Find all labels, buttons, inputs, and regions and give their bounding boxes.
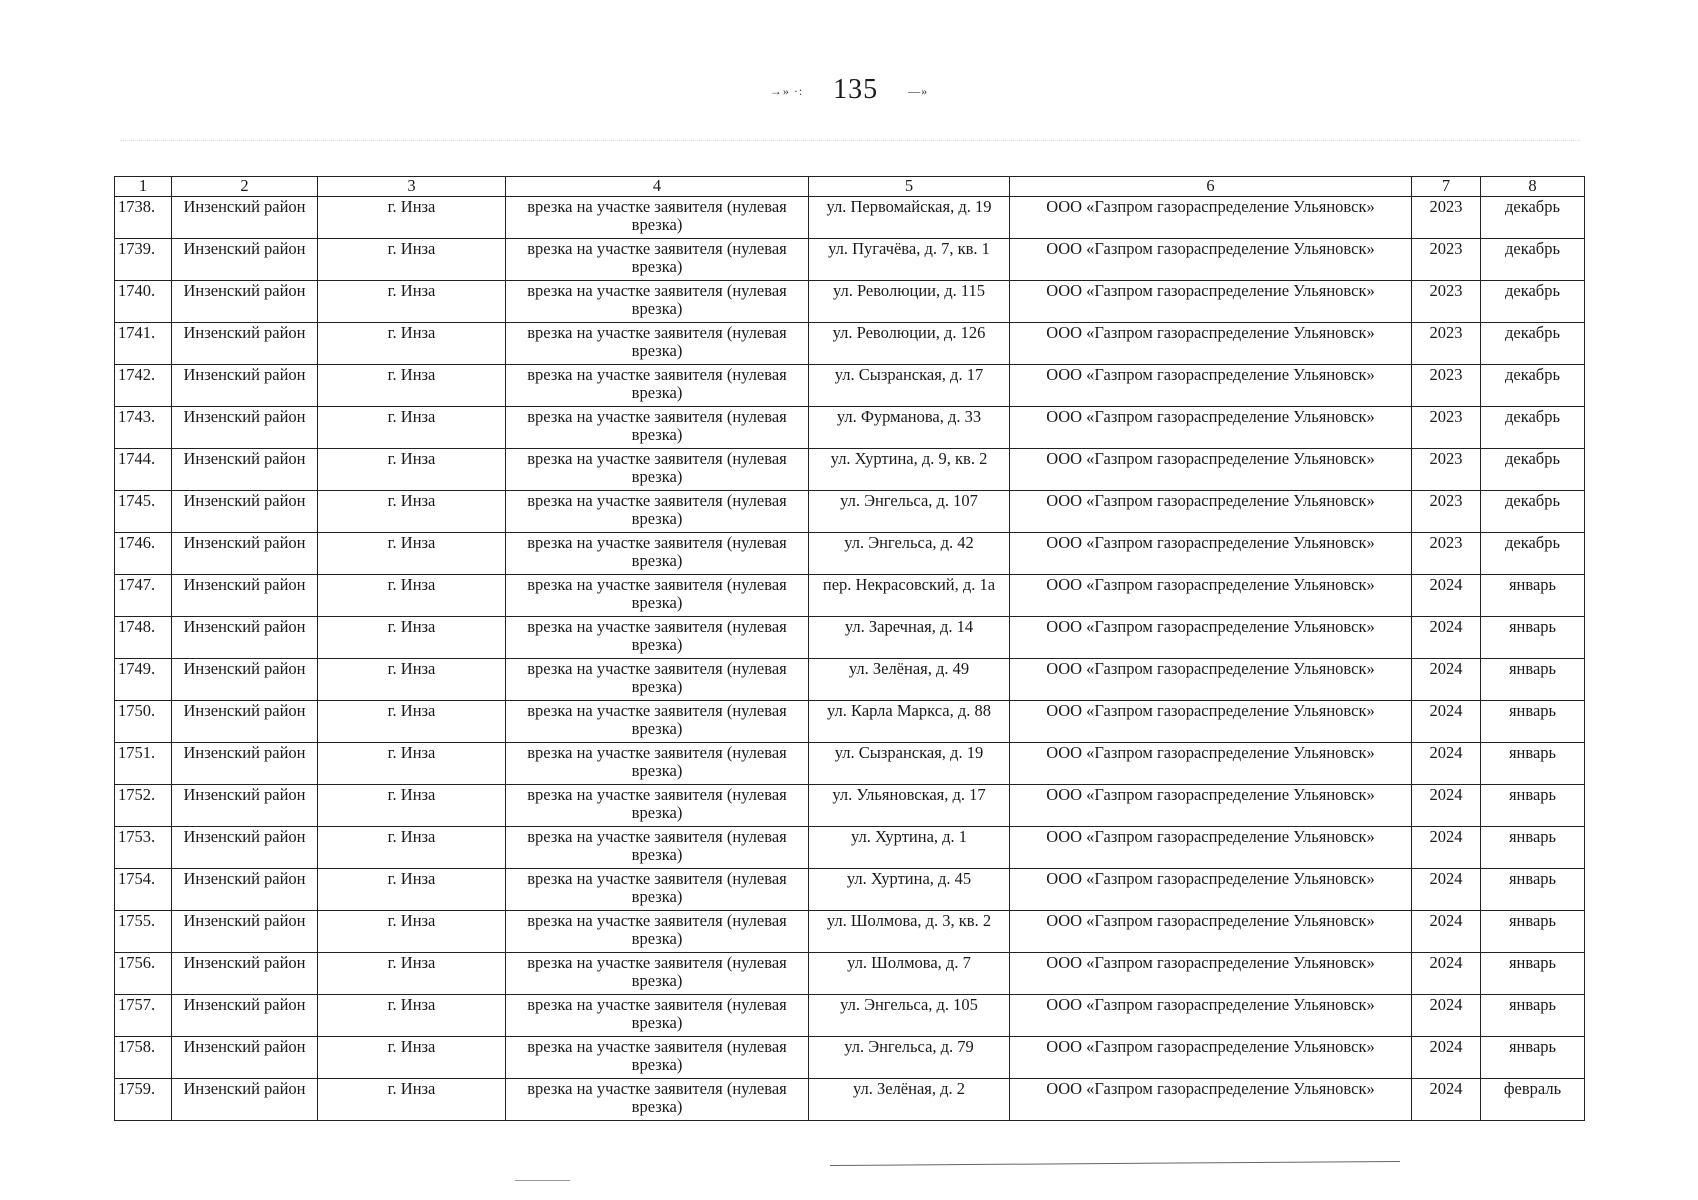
connection-type-cell: врезка на участке заявителя (нулевая врезка): [506, 365, 809, 407]
district-cell: Инзенский район: [172, 239, 318, 281]
table-row: [115, 785, 1585, 827]
connection-type-cell: врезка на участке заявителя (нулевая врезка): [506, 869, 809, 911]
row-number: 1747.: [115, 575, 172, 617]
organization-cell: ООО «Газпром газораспределение Ульяновск»: [1010, 281, 1412, 323]
district-cell: Инзенский район: [172, 617, 318, 659]
header-cell: 1: [115, 177, 172, 197]
month-cell: январь: [1481, 617, 1585, 659]
organization-cell: ООО «Газпром газораспределение Ульяновск»: [1010, 491, 1412, 533]
header-cell: 4: [506, 177, 809, 197]
district-cell: Инзенский район: [172, 575, 318, 617]
table-row: [115, 869, 1585, 911]
table-body: [115, 197, 1585, 1121]
table-row: [115, 701, 1585, 743]
settlement-cell: г. Инза: [318, 659, 506, 701]
settlement-cell: г. Инза: [318, 239, 506, 281]
address-cell: ул. Зелёная, д. 49: [809, 659, 1010, 701]
connection-type-cell: врезка на участке заявителя (нулевая врезка): [506, 617, 809, 659]
year-cell: 2023: [1412, 533, 1481, 575]
district-cell: Инзенский район: [172, 407, 318, 449]
address-cell: ул. Революции, д. 126: [809, 323, 1010, 365]
scan-noise-line: [120, 140, 1580, 159]
address-cell: ул. Хуртина, д. 9, кв. 2: [809, 449, 1010, 491]
year-cell: 2024: [1412, 1037, 1481, 1079]
table-row: [115, 491, 1585, 533]
organization-cell: ООО «Газпром газораспределение Ульяновск»: [1010, 953, 1412, 995]
row-number: 1755.: [115, 911, 172, 953]
row-number: 1753.: [115, 827, 172, 869]
page-number-value: 135: [833, 74, 879, 105]
month-cell: январь: [1481, 701, 1585, 743]
organization-cell: ООО «Газпром газораспределение Ульяновск»: [1010, 743, 1412, 785]
table-row: [115, 197, 1585, 239]
settlement-cell: г. Инза: [318, 281, 506, 323]
row-number: 1744.: [115, 449, 172, 491]
address-cell: ул. Энгельса, д. 107: [809, 491, 1010, 533]
address-cell: ул. Пугачёва, д. 7, кв. 1: [809, 239, 1010, 281]
address-cell: ул. Карла Маркса, д. 88: [809, 701, 1010, 743]
row-number: 1754.: [115, 869, 172, 911]
year-cell: 2024: [1412, 1079, 1481, 1121]
row-number: 1752.: [115, 785, 172, 827]
bottom-rule-short: [515, 1180, 570, 1181]
district-cell: Инзенский район: [172, 449, 318, 491]
row-number: 1748.: [115, 617, 172, 659]
table-row: [115, 575, 1585, 617]
district-cell: Инзенский район: [172, 701, 318, 743]
district-cell: Инзенский район: [172, 827, 318, 869]
header-row: [115, 177, 1585, 197]
header-cell: 3: [318, 177, 506, 197]
district-cell: Инзенский район: [172, 491, 318, 533]
organization-cell: ООО «Газпром газораспределение Ульяновск»: [1010, 575, 1412, 617]
table-row: [115, 533, 1585, 575]
connection-type-cell: врезка на участке заявителя (нулевая врезка): [506, 491, 809, 533]
scan-mark-left: →» ·:: [769, 84, 804, 99]
organization-cell: ООО «Газпром газораспределение Ульяновск»: [1010, 827, 1412, 869]
table-row: [115, 995, 1585, 1037]
header-cell: 5: [809, 177, 1010, 197]
table-row: [115, 953, 1585, 995]
address-cell: ул. Сызранская, д. 19: [809, 743, 1010, 785]
year-cell: 2024: [1412, 575, 1481, 617]
district-cell: Инзенский район: [172, 323, 318, 365]
address-cell: ул. Первомайская, д. 19: [809, 197, 1010, 239]
row-number: 1750.: [115, 701, 172, 743]
month-cell: декабрь: [1481, 281, 1585, 323]
settlement-cell: г. Инза: [318, 575, 506, 617]
year-cell: 2024: [1412, 743, 1481, 785]
district-cell: Инзенский район: [172, 911, 318, 953]
month-cell: февраль: [1481, 1079, 1585, 1121]
connection-type-cell: врезка на участке заявителя (нулевая врезка): [506, 197, 809, 239]
settlement-cell: г. Инза: [318, 491, 506, 533]
organization-cell: ООО «Газпром газораспределение Ульяновск»: [1010, 1079, 1412, 1121]
table-row: [115, 1079, 1585, 1121]
district-cell: Инзенский район: [172, 533, 318, 575]
year-cell: 2024: [1412, 869, 1481, 911]
district-cell: Инзенский район: [172, 785, 318, 827]
header-cell: 2: [172, 177, 318, 197]
connection-type-cell: врезка на участке заявителя (нулевая врезка): [506, 407, 809, 449]
header-cell: 6: [1010, 177, 1412, 197]
organization-cell: ООО «Газпром газораспределение Ульяновск»: [1010, 449, 1412, 491]
settlement-cell: г. Инза: [318, 533, 506, 575]
district-cell: Инзенский район: [172, 281, 318, 323]
table-row: [115, 407, 1585, 449]
organization-cell: ООО «Газпром газораспределение Ульяновск»: [1010, 659, 1412, 701]
connection-type-cell: врезка на участке заявителя (нулевая врезка): [506, 1037, 809, 1079]
year-cell: 2024: [1412, 995, 1481, 1037]
row-number: 1743.: [115, 407, 172, 449]
year-cell: 2024: [1412, 911, 1481, 953]
month-cell: декабрь: [1481, 365, 1585, 407]
district-cell: Инзенский район: [172, 1079, 318, 1121]
district-cell: Инзенский район: [172, 197, 318, 239]
settlement-cell: г. Инза: [318, 197, 506, 239]
district-cell: Инзенский район: [172, 743, 318, 785]
month-cell: январь: [1481, 869, 1585, 911]
organization-cell: ООО «Газпром газораспределение Ульяновск»: [1010, 995, 1412, 1037]
address-cell: ул. Зелёная, д. 2: [809, 1079, 1010, 1121]
organization-cell: ООО «Газпром газораспределение Ульяновск»: [1010, 533, 1412, 575]
settlement-cell: г. Инза: [318, 743, 506, 785]
settlement-cell: г. Инза: [318, 785, 506, 827]
row-number: 1745.: [115, 491, 172, 533]
district-cell: Инзенский район: [172, 953, 318, 995]
year-cell: 2023: [1412, 407, 1481, 449]
year-cell: 2024: [1412, 617, 1481, 659]
row-number: 1741.: [115, 323, 172, 365]
connection-type-cell: врезка на участке заявителя (нулевая врезка): [506, 239, 809, 281]
month-cell: декабрь: [1481, 197, 1585, 239]
year-cell: 2023: [1412, 281, 1481, 323]
organization-cell: ООО «Газпром газораспределение Ульяновск»: [1010, 785, 1412, 827]
settlement-cell: г. Инза: [318, 449, 506, 491]
address-cell: ул. Заречная, д. 14: [809, 617, 1010, 659]
table-row: [115, 449, 1585, 491]
year-cell: 2023: [1412, 449, 1481, 491]
month-cell: декабрь: [1481, 407, 1585, 449]
year-cell: 2023: [1412, 491, 1481, 533]
month-cell: январь: [1481, 1037, 1585, 1079]
table-row: [115, 365, 1585, 407]
connection-type-cell: врезка на участке заявителя (нулевая врезка): [506, 281, 809, 323]
schedule-table: [114, 176, 1585, 1121]
row-number: 1746.: [115, 533, 172, 575]
month-cell: январь: [1481, 659, 1585, 701]
connection-type-cell: врезка на участке заявителя (нулевая врезка): [506, 323, 809, 365]
table-row: [115, 659, 1585, 701]
month-cell: декабрь: [1481, 449, 1585, 491]
table-row: [115, 1037, 1585, 1079]
connection-type-cell: врезка на участке заявителя (нулевая врезка): [506, 1079, 809, 1121]
organization-cell: ООО «Газпром газораспределение Ульяновск»: [1010, 911, 1412, 953]
settlement-cell: г. Инза: [318, 827, 506, 869]
address-cell: ул. Энгельса, д. 79: [809, 1037, 1010, 1079]
header-cell: 8: [1481, 177, 1585, 197]
month-cell: январь: [1481, 953, 1585, 995]
row-number: 1756.: [115, 953, 172, 995]
row-number: 1740.: [115, 281, 172, 323]
row-number: 1738.: [115, 197, 172, 239]
table-row: [115, 911, 1585, 953]
organization-cell: ООО «Газпром газораспределение Ульяновск»: [1010, 365, 1412, 407]
row-number: 1749.: [115, 659, 172, 701]
table-row: [115, 617, 1585, 659]
scan-mark-right: —»: [908, 84, 929, 99]
row-number: 1742.: [115, 365, 172, 407]
month-cell: декабрь: [1481, 323, 1585, 365]
month-cell: декабрь: [1481, 239, 1585, 281]
organization-cell: ООО «Газпром газораспределение Ульяновск»: [1010, 701, 1412, 743]
connection-type-cell: врезка на участке заявителя (нулевая врезка): [506, 911, 809, 953]
settlement-cell: г. Инза: [318, 911, 506, 953]
year-cell: 2024: [1412, 659, 1481, 701]
organization-cell: ООО «Газпром газораспределение Ульяновск»: [1010, 869, 1412, 911]
row-number: 1758.: [115, 1037, 172, 1079]
month-cell: январь: [1481, 785, 1585, 827]
connection-type-cell: врезка на участке заявителя (нулевая врезка): [506, 449, 809, 491]
year-cell: 2023: [1412, 197, 1481, 239]
organization-cell: ООО «Газпром газораспределение Ульяновск»: [1010, 239, 1412, 281]
organization-cell: ООО «Газпром газораспределение Ульяновск»: [1010, 407, 1412, 449]
settlement-cell: г. Инза: [318, 1037, 506, 1079]
address-cell: ул. Революции, д. 115: [809, 281, 1010, 323]
connection-type-cell: врезка на участке заявителя (нулевая врезка): [506, 827, 809, 869]
row-number: 1757.: [115, 995, 172, 1037]
address-cell: пер. Некрасовский, д. 1а: [809, 575, 1010, 617]
year-cell: 2024: [1412, 953, 1481, 995]
settlement-cell: г. Инза: [318, 995, 506, 1037]
district-cell: Инзенский район: [172, 869, 318, 911]
address-cell: ул. Энгельса, д. 42: [809, 533, 1010, 575]
settlement-cell: г. Инза: [318, 701, 506, 743]
address-cell: ул. Ульяновская, д. 17: [809, 785, 1010, 827]
month-cell: январь: [1481, 827, 1585, 869]
settlement-cell: г. Инза: [318, 953, 506, 995]
district-cell: Инзенский район: [172, 1037, 318, 1079]
year-cell: 2023: [1412, 239, 1481, 281]
address-cell: ул. Шолмова, д. 7: [809, 953, 1010, 995]
address-cell: ул. Хуртина, д. 1: [809, 827, 1010, 869]
row-number: 1751.: [115, 743, 172, 785]
connection-type-cell: врезка на участке заявителя (нулевая врезка): [506, 743, 809, 785]
settlement-cell: г. Инза: [318, 1079, 506, 1121]
settlement-cell: г. Инза: [318, 869, 506, 911]
month-cell: январь: [1481, 911, 1585, 953]
month-cell: декабрь: [1481, 491, 1585, 533]
address-cell: ул. Энгельса, д. 105: [809, 995, 1010, 1037]
month-cell: декабрь: [1481, 533, 1585, 575]
connection-type-cell: врезка на участке заявителя (нулевая врезка): [506, 575, 809, 617]
row-number: 1739.: [115, 239, 172, 281]
address-cell: ул. Фурманова, д. 33: [809, 407, 1010, 449]
year-cell: 2023: [1412, 323, 1481, 365]
district-cell: Инзенский район: [172, 365, 318, 407]
table-row: [115, 827, 1585, 869]
settlement-cell: г. Инза: [318, 617, 506, 659]
connection-type-cell: врезка на участке заявителя (нулевая врезка): [506, 659, 809, 701]
page-number: [0, 74, 1698, 106]
district-cell: Инзенский район: [172, 995, 318, 1037]
table-row: [115, 743, 1585, 785]
table-row: [115, 323, 1585, 365]
connection-type-cell: врезка на участке заявителя (нулевая врезка): [506, 953, 809, 995]
year-cell: 2024: [1412, 827, 1481, 869]
district-cell: Инзенский район: [172, 659, 318, 701]
address-cell: ул. Шолмова, д. 3, кв. 2: [809, 911, 1010, 953]
header-cell: 7: [1412, 177, 1481, 197]
organization-cell: ООО «Газпром газораспределение Ульяновск»: [1010, 323, 1412, 365]
month-cell: январь: [1481, 743, 1585, 785]
settlement-cell: г. Инза: [318, 365, 506, 407]
year-cell: 2023: [1412, 365, 1481, 407]
year-cell: 2024: [1412, 785, 1481, 827]
organization-cell: ООО «Газпром газораспределение Ульяновск»: [1010, 197, 1412, 239]
connection-type-cell: врезка на участке заявителя (нулевая врезка): [506, 785, 809, 827]
connection-type-cell: врезка на участке заявителя (нулевая врезка): [506, 995, 809, 1037]
settlement-cell: г. Инза: [318, 323, 506, 365]
month-cell: январь: [1481, 575, 1585, 617]
table-row: [115, 239, 1585, 281]
table-row: [115, 281, 1585, 323]
address-cell: ул. Хуртина, д. 45: [809, 869, 1010, 911]
bottom-rule: [830, 1161, 1400, 1166]
connection-type-cell: врезка на участке заявителя (нулевая врезка): [506, 533, 809, 575]
settlement-cell: г. Инза: [318, 407, 506, 449]
year-cell: 2024: [1412, 701, 1481, 743]
connection-type-cell: врезка на участке заявителя (нулевая врезка): [506, 701, 809, 743]
row-number: 1759.: [115, 1079, 172, 1121]
address-cell: ул. Сызранская, д. 17: [809, 365, 1010, 407]
organization-cell: ООО «Газпром газораспределение Ульяновск»: [1010, 617, 1412, 659]
organization-cell: ООО «Газпром газораспределение Ульяновск»: [1010, 1037, 1412, 1079]
month-cell: январь: [1481, 995, 1585, 1037]
